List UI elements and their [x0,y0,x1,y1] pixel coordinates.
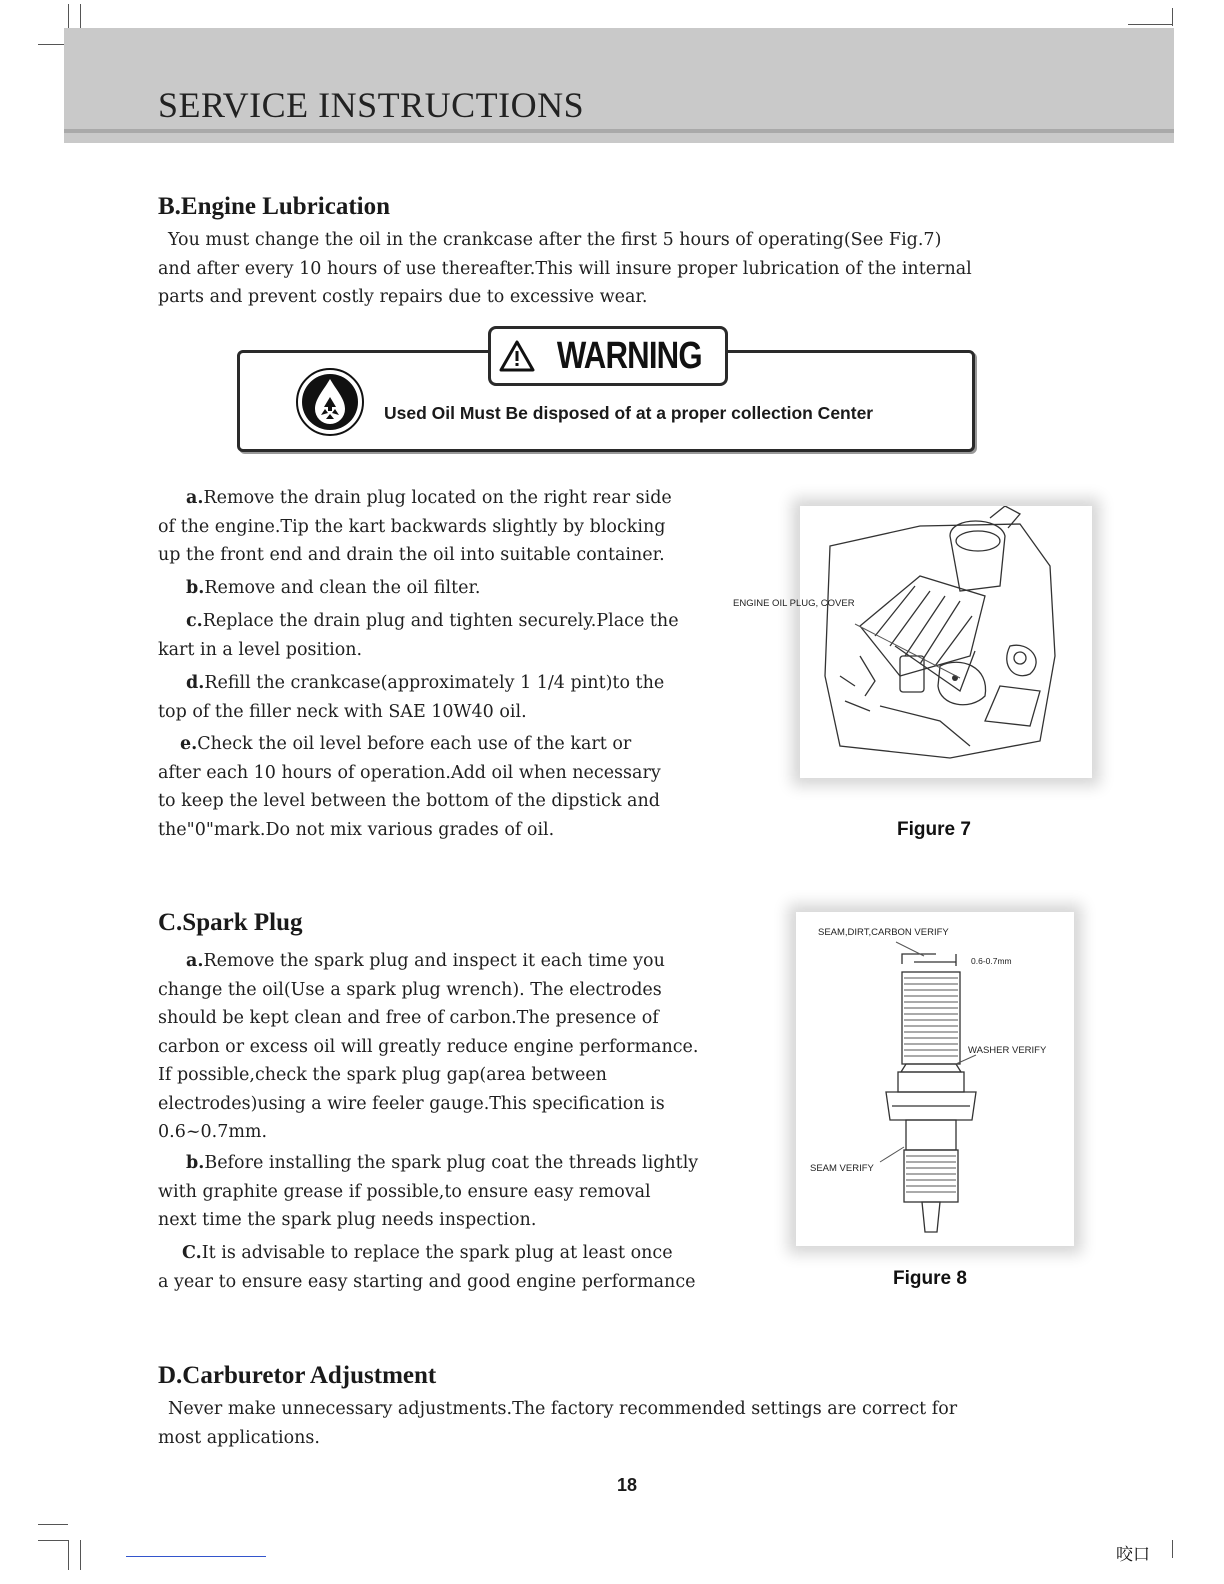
section-heading-engine-lubrication: B.Engine Lubrication [158,193,390,220]
spark-plug-step-b: b.Before installing the spark plug coat the threads lightly with graphite grease if possible,to ensure easy removal next time the spark plug needs inspection. [158,1153,699,1230]
spark-plug-step-a: a.Remove the spark plug and inspect it each time you change the oil(Use a spark plug wrench). The electrodes should be kept clean and free of carbon.The presence of carbon or excess oil will greatly reduce engine performance. If possible,check the spark plug gap(area between electrodes)using a wire feeler gauge.This specification is 0.6~0.7mm. [158,951,699,1142]
section-heading-spark-plug: C.Spark Plug [158,909,303,936]
lubrication-step-b: b.Remove and clean the oil filter. [186,578,481,598]
warning-title-tab [488,326,728,386]
callout-washer: WASHER VERIFY [968,1045,1047,1056]
spark-plug-step-c: C.It is advisable to replace the spark plug at least once a year to ensure easy starting and good engine performance [158,1243,696,1292]
lubrication-step-e: e.Check the oil level before each use of the kart or after each 10 hours of operation.Add oil when necessary to keep the level between the bottom of the dipstick and the"0"mark.Do not mix various grades of oil. [158,734,661,840]
warning-triangle-icon [499,340,535,372]
engine-drawing [800,506,1092,778]
warning-text: Used Oil Must Be disposed of at a proper collection Center [384,403,874,423]
page-number: 18 [616,1475,638,1495]
callout-seam-dirt-carbon: SEAM,DIRT,CARBON VERIFY [818,927,949,938]
spark-plug-drawing [796,912,1074,1246]
footer-link-underline [126,1556,266,1557]
crop-mark [1172,8,1173,26]
crop-mark [38,1540,68,1541]
crop-mark [1128,24,1172,25]
carburetor-text: Never make unnecessary adjustments.The factory recommended settings are correct for most applications. [158,1399,958,1448]
crop-mark [68,1540,69,1570]
crop-mark [1172,1540,1173,1558]
crop-mark [38,1524,68,1525]
callout-engine-oil-plug: ENGINE OIL PLUG, COVER [733,598,855,609]
lubrication-step-c: c.Replace the drain plug and tighten securely.Place the kart in a level position. [158,611,679,660]
section-heading-carburetor: D.Carburetor Adjustment [158,1362,437,1389]
footer-mark: 咬口 [1116,1545,1150,1565]
engine-lubrication-intro: You must change the oil in the crankcase after the first 5 hours of operating(See Fig.7) and after every 10 hours of use thereafter.This will insure proper lubrication of the internal parts and prevent costly repairs due to excessive wear. [158,230,972,307]
lubrication-step-d: d.Refill the crankcase(approximately 1 1/4 pint)to the top of the filler neck with SAE 10W40 oil. [158,673,665,722]
figure-7-caption: Figure 7 [897,819,971,840]
lubrication-step-a: a.Remove the drain plug located on the right rear side of the engine.Tip the kart backwards slightly by blocking up the front end and drain the oil into suitable container. [158,488,672,565]
figure-8-caption: Figure 8 [893,1268,967,1289]
warning-title: WARNING [556,334,702,377]
oil-drop-recycle-icon [295,367,365,437]
callout-seam: SEAM VERIFY [810,1163,874,1174]
page-title: SERVICE INSTRUCTIONS [158,85,585,125]
crop-mark [80,1540,81,1570]
callout-gap: 0.6-0.7mm [971,956,1012,966]
